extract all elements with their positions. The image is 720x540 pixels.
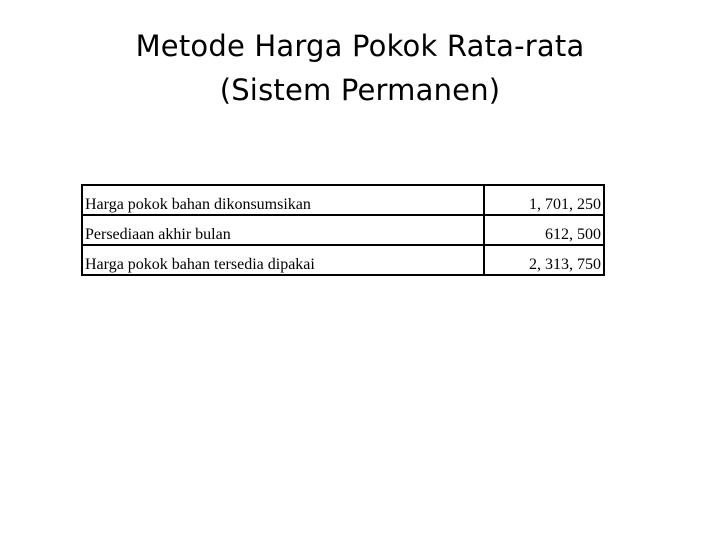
row-label: Harga pokok bahan dikonsumsikan (82, 185, 484, 215)
slide-title (0, 24, 720, 112)
table-row (82, 245, 604, 275)
table-row (82, 215, 604, 245)
row-value: 1, 701, 250 (484, 185, 604, 215)
title-line-1: Metode Harga Pokok Rata-rata (135, 29, 585, 63)
row-label: Harga pokok bahan tersedia dipakai (82, 245, 484, 275)
cost-table (81, 184, 605, 276)
table-row (82, 185, 604, 215)
title-line-2: (Sistem Permanen) (219, 73, 501, 107)
row-value: 612, 500 (484, 215, 604, 245)
row-label: Persediaan akhir bulan (82, 215, 484, 245)
row-value: 2, 313, 750 (484, 245, 604, 275)
